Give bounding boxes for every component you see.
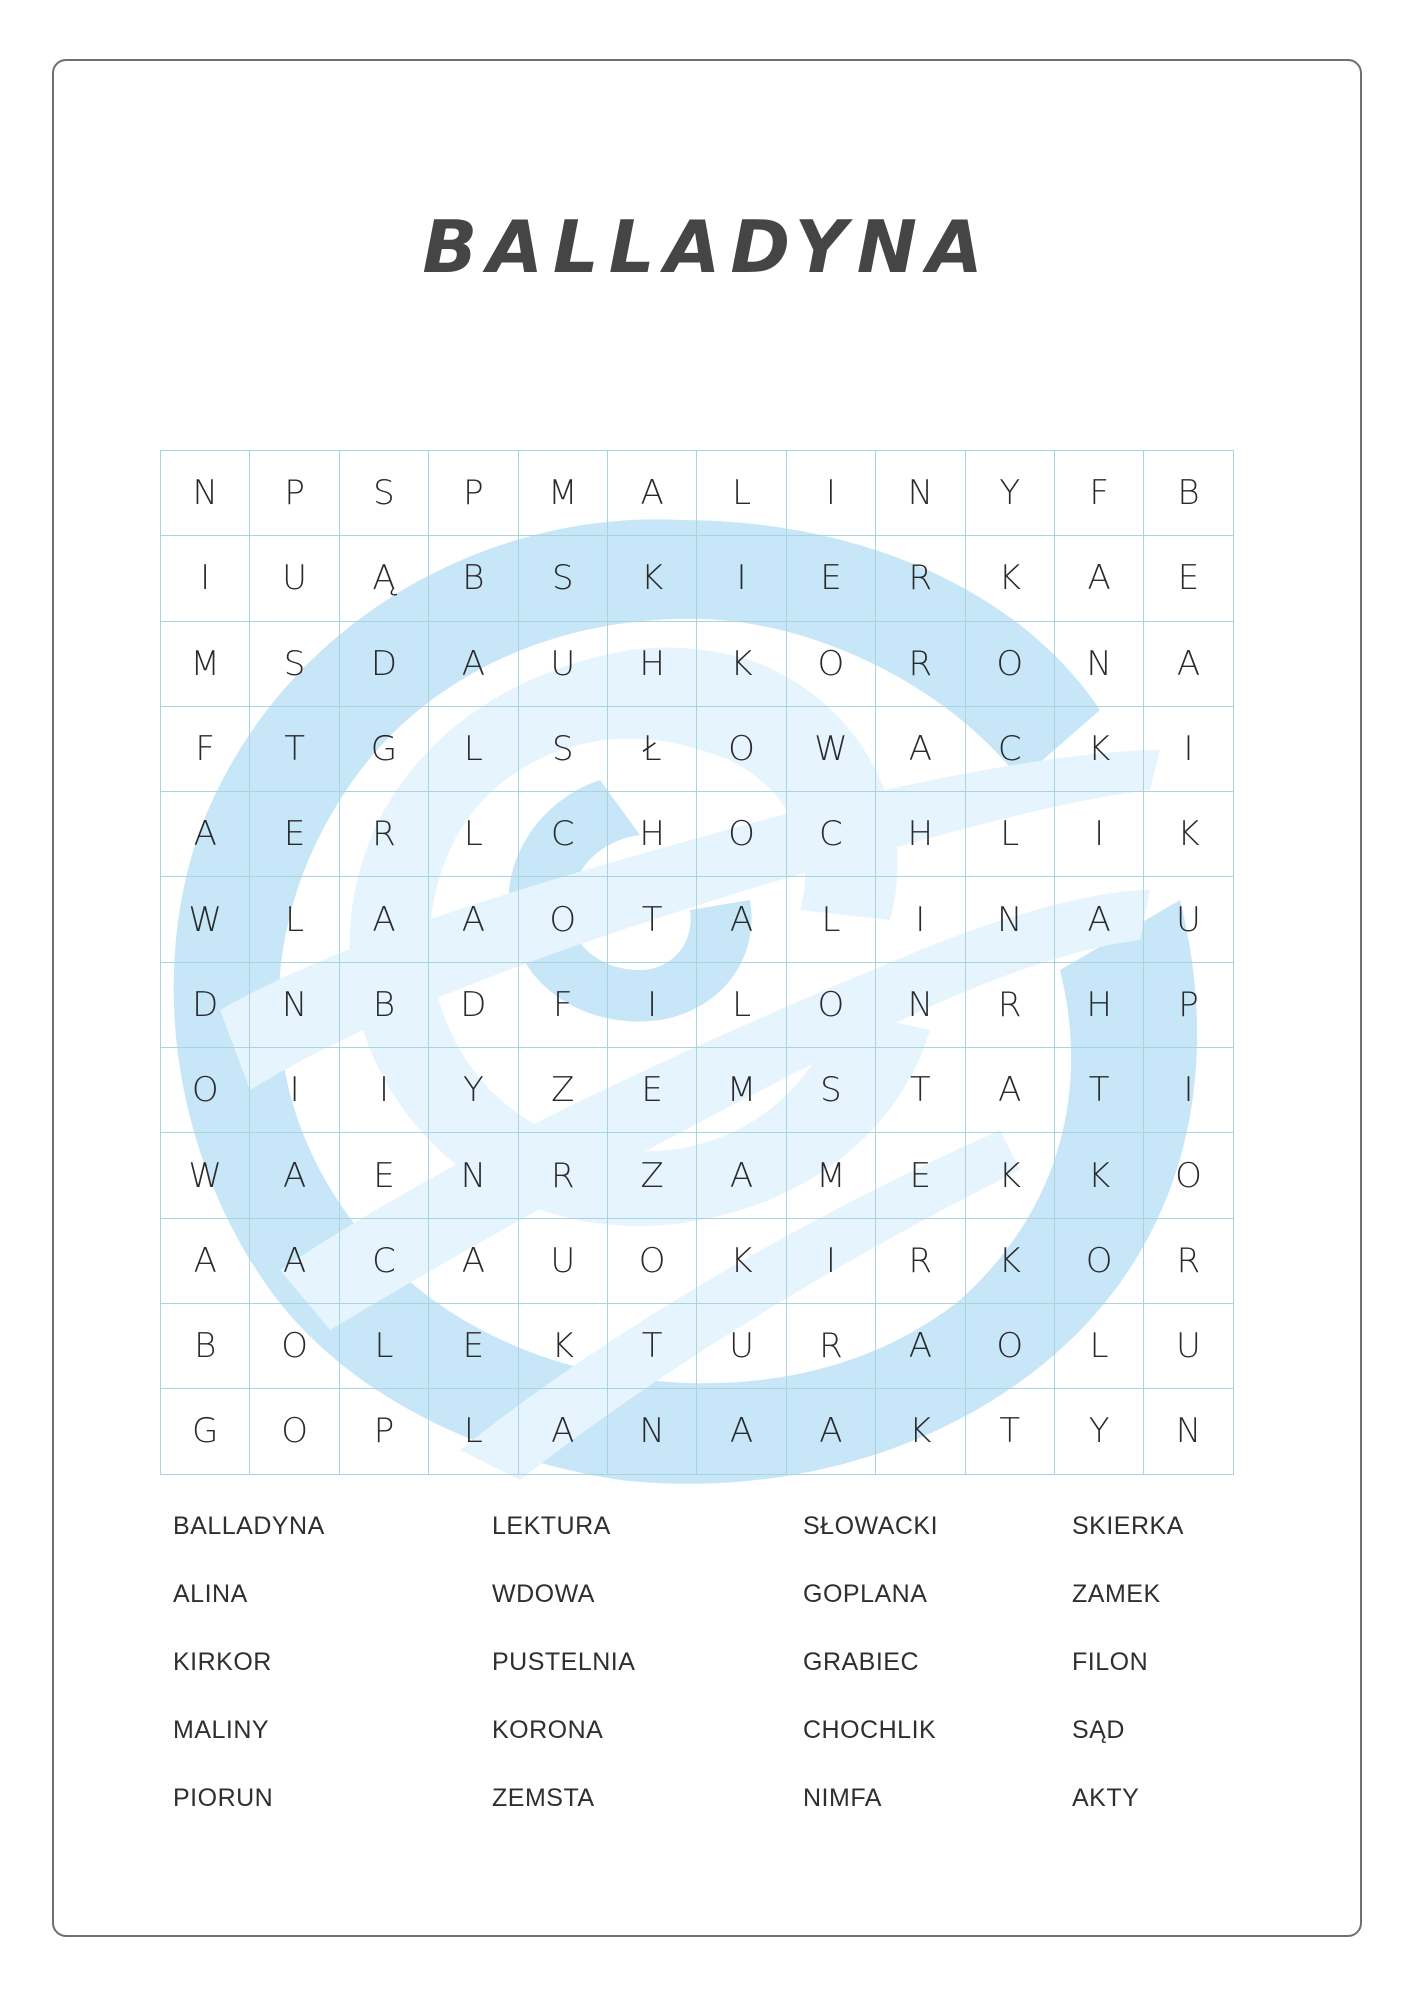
grid-cell: K (519, 1304, 608, 1389)
word-list-item: KORONA (492, 1716, 604, 1744)
grid-cell: E (429, 1304, 518, 1389)
grid-cell: Y (429, 1048, 518, 1133)
grid-cell: K (1055, 707, 1144, 792)
grid-cell: K (1055, 1133, 1144, 1218)
grid-cell: L (429, 1389, 518, 1474)
word-list-item: BALLADYNA (173, 1512, 325, 1540)
grid-cell: N (429, 1133, 518, 1218)
grid-cell: C (340, 1219, 429, 1304)
grid-cell: T (1055, 1048, 1144, 1133)
grid-cell: O (697, 792, 786, 877)
grid-cell: O (787, 963, 876, 1048)
grid-cell: Ą (340, 536, 429, 621)
grid-cell: W (787, 707, 876, 792)
grid-cell: U (250, 536, 339, 621)
grid-cell: P (250, 451, 339, 536)
word-list-item: AKTY (1072, 1784, 1140, 1812)
grid-cell: R (876, 1219, 965, 1304)
grid-cell: M (787, 1133, 876, 1218)
word-list-item: SĄD (1072, 1716, 1125, 1744)
grid-cell: S (519, 707, 608, 792)
grid-cell: L (697, 451, 786, 536)
grid-cell: E (876, 1133, 965, 1218)
grid-cell: A (161, 792, 250, 877)
grid-cell: F (519, 963, 608, 1048)
grid-cell: H (876, 792, 965, 877)
grid-cell: F (1055, 451, 1144, 536)
grid-cell: C (787, 792, 876, 877)
grid-cell: A (1055, 877, 1144, 962)
word-list-item: WDOWA (492, 1580, 595, 1608)
grid-cell: L (787, 877, 876, 962)
grid-cell: E (250, 792, 339, 877)
word-list-item: LEKTURA (492, 1512, 611, 1540)
grid-cell: R (876, 622, 965, 707)
word-list-item: CHOCHLIK (803, 1716, 937, 1744)
grid-cell: I (1144, 1048, 1233, 1133)
word-list-item: NIMFA (803, 1784, 882, 1812)
grid-cell: N (161, 451, 250, 536)
word-list-item: MALINY (173, 1716, 270, 1744)
grid-cell: T (250, 707, 339, 792)
word-list-item: ALINA (173, 1580, 248, 1608)
grid-cell: T (876, 1048, 965, 1133)
grid-cell: O (608, 1219, 697, 1304)
grid-cell: S (250, 622, 339, 707)
grid-cell: E (787, 536, 876, 621)
grid-cell: O (1144, 1133, 1233, 1218)
grid-cell: L (966, 792, 1055, 877)
grid-cell: H (608, 792, 697, 877)
grid-cell: K (966, 536, 1055, 621)
grid-cell: H (1055, 963, 1144, 1048)
grid-cell: U (519, 1219, 608, 1304)
grid-cell: T (966, 1389, 1055, 1474)
grid-cell: H (608, 622, 697, 707)
grid-cell: E (340, 1133, 429, 1218)
grid-cell: Y (1055, 1389, 1144, 1474)
grid-cell: I (697, 536, 786, 621)
grid-cell: N (1144, 1389, 1233, 1474)
grid-cell: A (250, 1219, 339, 1304)
grid-cell: N (608, 1389, 697, 1474)
grid-cell: R (787, 1304, 876, 1389)
grid-cell: T (608, 1304, 697, 1389)
page-title: BALLADYNA (422, 205, 993, 289)
grid-cell: R (966, 963, 1055, 1048)
grid-cell: I (1055, 792, 1144, 877)
grid-cell: A (697, 1389, 786, 1474)
grid-cell: A (429, 1219, 518, 1304)
grid-cell: O (966, 1304, 1055, 1389)
grid-cell: A (340, 877, 429, 962)
word-list-item: KIRKOR (173, 1648, 272, 1676)
grid-cell: K (1144, 792, 1233, 877)
grid-cell: T (608, 877, 697, 962)
grid-cell: B (340, 963, 429, 1048)
grid-cell: K (608, 536, 697, 621)
word-list-item: FILON (1072, 1648, 1149, 1676)
grid-cell: I (787, 1219, 876, 1304)
grid-cell: N (1055, 622, 1144, 707)
grid-cell: I (161, 536, 250, 621)
grid-cell: B (1144, 451, 1233, 536)
grid-cell: A (429, 622, 518, 707)
grid-cell: R (340, 792, 429, 877)
grid-cell: A (876, 1304, 965, 1389)
word-list-item: PUSTELNIA (492, 1648, 636, 1676)
grid-cell: A (876, 707, 965, 792)
grid-cell: I (876, 877, 965, 962)
grid-cell: B (161, 1304, 250, 1389)
word-list-item: ZAMEK (1072, 1580, 1161, 1608)
grid-cell: B (429, 536, 518, 621)
grid-cell: P (340, 1389, 429, 1474)
grid-cell: S (519, 536, 608, 621)
grid-cell: O (1055, 1219, 1144, 1304)
grid-cell: K (966, 1219, 1055, 1304)
word-list-item: PIORUN (173, 1784, 274, 1812)
grid-cell: L (429, 707, 518, 792)
grid-cell: I (787, 451, 876, 536)
grid-cell: N (876, 963, 965, 1048)
word-list-item: SKIERKA (1072, 1512, 1184, 1540)
grid-cell: K (697, 1219, 786, 1304)
grid-cell: L (697, 963, 786, 1048)
grid-cell: R (519, 1133, 608, 1218)
grid-cell: I (340, 1048, 429, 1133)
grid-cell: A (1144, 622, 1233, 707)
grid-cell: W (161, 1133, 250, 1218)
grid-cell: Y (966, 451, 1055, 536)
grid-cell: A (787, 1389, 876, 1474)
grid-cell: P (429, 451, 518, 536)
grid-cell: O (161, 1048, 250, 1133)
grid-cell: D (429, 963, 518, 1048)
grid-cell: A (161, 1219, 250, 1304)
grid-cell: L (340, 1304, 429, 1389)
grid-cell: A (429, 877, 518, 962)
grid-cell: O (250, 1389, 339, 1474)
grid-cell: N (250, 963, 339, 1048)
grid-cell: M (697, 1048, 786, 1133)
grid-cell: U (519, 622, 608, 707)
grid-cell: R (1144, 1219, 1233, 1304)
grid-cell: A (608, 451, 697, 536)
grid-cell: D (340, 622, 429, 707)
grid-cell: M (519, 451, 608, 536)
grid-cell: I (608, 963, 697, 1048)
grid-cell: Ł (608, 707, 697, 792)
grid-cell: E (1144, 536, 1233, 621)
grid-cell: S (340, 451, 429, 536)
grid-cell: L (1055, 1304, 1144, 1389)
grid-cell: S (787, 1048, 876, 1133)
word-list-item: GOPLANA (803, 1580, 928, 1608)
grid-cell: Z (608, 1133, 697, 1218)
grid-cell: K (966, 1133, 1055, 1218)
grid-cell: G (161, 1389, 250, 1474)
grid-cell: K (876, 1389, 965, 1474)
grid-cell: L (250, 877, 339, 962)
grid-cell: C (519, 792, 608, 877)
grid-cell: Z (519, 1048, 608, 1133)
grid-cell: C (966, 707, 1055, 792)
grid-cell: F (161, 707, 250, 792)
grid-cell: D (161, 963, 250, 1048)
grid-cell: I (250, 1048, 339, 1133)
grid-cell: O (519, 877, 608, 962)
grid-cell: A (250, 1133, 339, 1218)
grid-cell: A (1055, 536, 1144, 621)
grid-cell: O (966, 622, 1055, 707)
grid-cell: E (608, 1048, 697, 1133)
grid-cell: O (787, 622, 876, 707)
grid-cell: R (876, 536, 965, 621)
grid-cell: A (966, 1048, 1055, 1133)
grid-cell: O (697, 707, 786, 792)
grid-cell: A (697, 1133, 786, 1218)
grid-cell: A (519, 1389, 608, 1474)
grid-cell: O (250, 1304, 339, 1389)
word-list-item: ZEMSTA (492, 1784, 595, 1812)
word-list-item: GRABIEC (803, 1648, 920, 1676)
word-list-item: SŁOWACKI (803, 1512, 939, 1540)
grid-cell: K (697, 622, 786, 707)
grid-cell: U (1144, 1304, 1233, 1389)
grid-cell: M (161, 622, 250, 707)
grid-cell: U (697, 1304, 786, 1389)
grid-cell: I (1144, 707, 1233, 792)
grid-cell: A (697, 877, 786, 962)
grid-cell: P (1144, 963, 1233, 1048)
grid-cell: G (340, 707, 429, 792)
grid-cell: N (966, 877, 1055, 962)
grid-cell: L (429, 792, 518, 877)
grid-cell: N (876, 451, 965, 536)
grid-cell: U (1144, 877, 1233, 962)
word-search-grid (160, 450, 1234, 1475)
grid-cell: W (161, 877, 250, 962)
